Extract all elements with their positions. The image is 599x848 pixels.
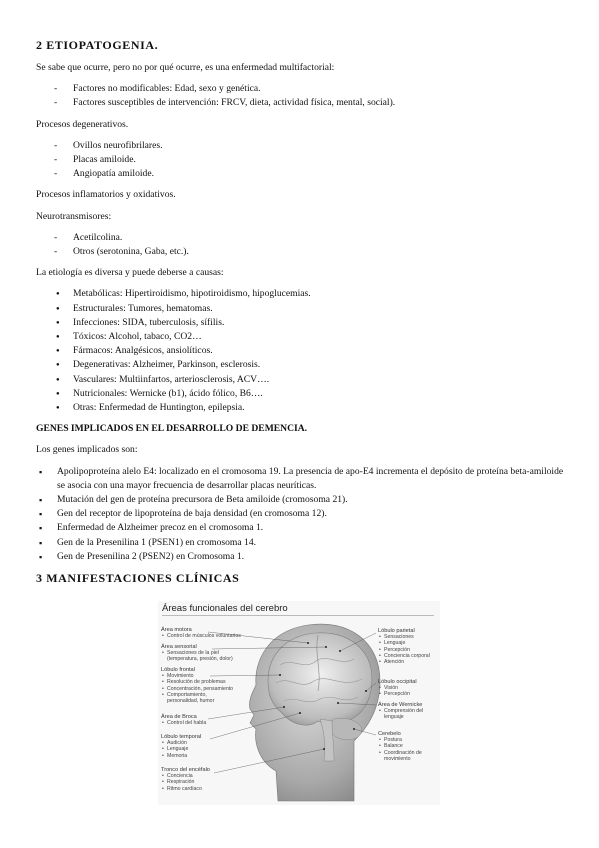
label-broca-area [161, 714, 206, 726]
inflammatory-paragraph: Procesos inflamatorios y oxidativos. [36, 189, 176, 201]
label-item: • Comportamiento, [161, 692, 233, 698]
label-item: movimiento [384, 755, 411, 762]
label-item: • Sensaciones de la piel [161, 650, 233, 656]
list-item: ● Degenerativas: Alzheimer, Parkinson, esclerosis. [36, 358, 566, 372]
label-heading: Cerebelo [378, 731, 401, 737]
list-item: ▪ Gen de Presenilina 2 (PSEN2) en Cromosoma 1. [36, 550, 566, 564]
label-item: • Respiración [161, 779, 210, 785]
section-2-title: 2 ETIOPATOGENIA. [36, 38, 159, 52]
neurotransmitters-list [36, 231, 566, 259]
genes-list [36, 465, 566, 564]
brain-areas-figure [158, 601, 440, 805]
label-heading: Lóbulo temporal [161, 734, 202, 740]
degenerative-list [36, 139, 566, 182]
list-item: - Ovillos neurofibrilares. [36, 139, 566, 153]
list-item: - Acetilcolina. [36, 231, 566, 245]
label-item: • Balance [378, 743, 422, 749]
label-item: • Resolución de problemas [161, 679, 233, 685]
label-temporal-lobe [161, 734, 201, 759]
genes-title: GENES IMPLICADOS EN EL DESARROLLO DE DEMENCIA. [36, 423, 308, 435]
label-heading: Área motora [161, 627, 192, 633]
label-motor-area [161, 627, 241, 639]
label-cerebellum [378, 731, 422, 762]
figure-title: Áreas funcionales del cerebro [162, 603, 288, 614]
list-item: - Factores susceptibles de intervención: FRCV, dieta, actividad física, mental, social). [36, 96, 566, 110]
list-item: ● Infecciones: SIDA, tuberculosis, sífilis. [36, 316, 566, 330]
list-item: ● Vasculares: Multiinfartos, arteriosclerosis, ACV…. [36, 373, 566, 387]
intro-paragraph: Se sabe que ocurre, pero no por qué ocurre, es una enfermedad multifactorial: [36, 62, 335, 73]
list-item: - Placas amiloide. [36, 153, 566, 167]
list-item: - Angiopatía amiloide. [36, 167, 566, 181]
list-item: ● Nutricionales: Wernicke (b1), ácido fólico, B6…. [36, 387, 566, 401]
label-item: • Conciencia [161, 773, 210, 779]
label-heading: Área de Broca [161, 714, 197, 720]
label-item: • Conciencia corporal [378, 653, 430, 659]
label-item: • Percepción [378, 647, 430, 653]
label-item: • Postura [378, 737, 422, 743]
list-item: ▪ Apolipoproteína alelo E4: localizado en el cromosoma 19. La presencia de apo-E4 incrementa el depósito de proteína beta-amiloide se asocia con una mayor frecuencia de desarrollar placas neuríticas. [36, 465, 566, 493]
label-brainstem [161, 767, 210, 792]
label-heading: Tronco del encéfalo [161, 767, 210, 773]
label-item: • Concentración, pensamiento [161, 686, 233, 692]
label-item: • Ritmo cardíaco [161, 786, 210, 792]
label-sensory-area [161, 644, 233, 663]
list-item: ▪ Gen de la Presenilina 1 (PSEN1) en cromosoma 14. [36, 536, 566, 550]
label-item: • Lenguaje [161, 746, 201, 752]
label-item: • Memoria [161, 753, 201, 759]
list-item: ● Estructurales: Tumores, hematomas. [36, 302, 566, 316]
label-item: • Coordinación de [378, 750, 422, 756]
label-heading: Lóbulo parietal [378, 628, 415, 634]
list-item: ● Metabólicas: Hipertiroidismo, hipotiroidismo, hipoglucemias. [36, 287, 566, 301]
label-item: • Movimiento [161, 673, 233, 679]
list-item: - Otros (serotonina, Gaba, etc.). [36, 245, 566, 259]
section-3-title: 3 MANIFESTACIONES CLÍNICAS [36, 571, 240, 586]
label-frontal-lobe [161, 667, 233, 704]
label-item: • Sensaciones [378, 634, 430, 640]
factors-list [36, 82, 566, 110]
degenerative-title: Procesos degenerativos. [36, 118, 129, 130]
label-item: (temperatura, presión, dolor) [167, 656, 233, 663]
label-item: lenguaje [384, 714, 404, 721]
causes-list [36, 287, 566, 415]
neurotransmitters-title: Neurotransmisores: [36, 210, 112, 222]
label-heading: Lóbulo occipital [378, 679, 417, 685]
genes-intro: Los genes implicados son: [36, 444, 138, 456]
list-item: ▪ Mutación del gen de proteína precursora de Beta amiloide (cromosoma 21). [36, 493, 566, 507]
list-item: ● Fármacos: Analgésicos, ansiolíticos. [36, 344, 566, 358]
label-parietal-lobe [378, 628, 430, 665]
label-item: • Lenguaje [378, 640, 430, 646]
label-item: • Visión [378, 685, 417, 691]
label-heading: Área de Wernicke [378, 702, 423, 708]
list-item: ▪ Gen del receptor de lipoproteína de baja densidad (en cromosoma 12). [36, 507, 566, 521]
label-item: • Percepción [378, 691, 417, 697]
label-item: • Atención [378, 659, 430, 665]
label-heading: Área sensorial [161, 644, 197, 650]
label-heading: Lóbulo frontal [161, 667, 195, 673]
label-item: personalidad, humor [167, 698, 215, 705]
label-occipital-lobe [378, 679, 417, 698]
list-item: ● Otras: Enfermedad de Huntington, epilepsia. [36, 401, 566, 415]
figure-divider [162, 615, 434, 616]
label-item: • Comprensión del [378, 708, 423, 714]
label-wernicke-area [378, 702, 423, 721]
list-item: ● Tóxicos: Alcohol, tabaco, CO2… [36, 330, 566, 344]
document-content [36, 38, 566, 589]
causes-intro: La etiología es diversa y puede deberse a causas: [36, 267, 224, 279]
list-item: ▪ Enfermedad de Alzheimer precoz en el cromosoma 1. [36, 521, 566, 535]
list-item: - Factores no modificables: Edad, sexo y genética. [36, 82, 566, 96]
label-item: • Audición [161, 740, 201, 746]
label-item: • Control de músculos voluntarios [161, 633, 241, 639]
label-item: • Control del habla [161, 720, 206, 726]
